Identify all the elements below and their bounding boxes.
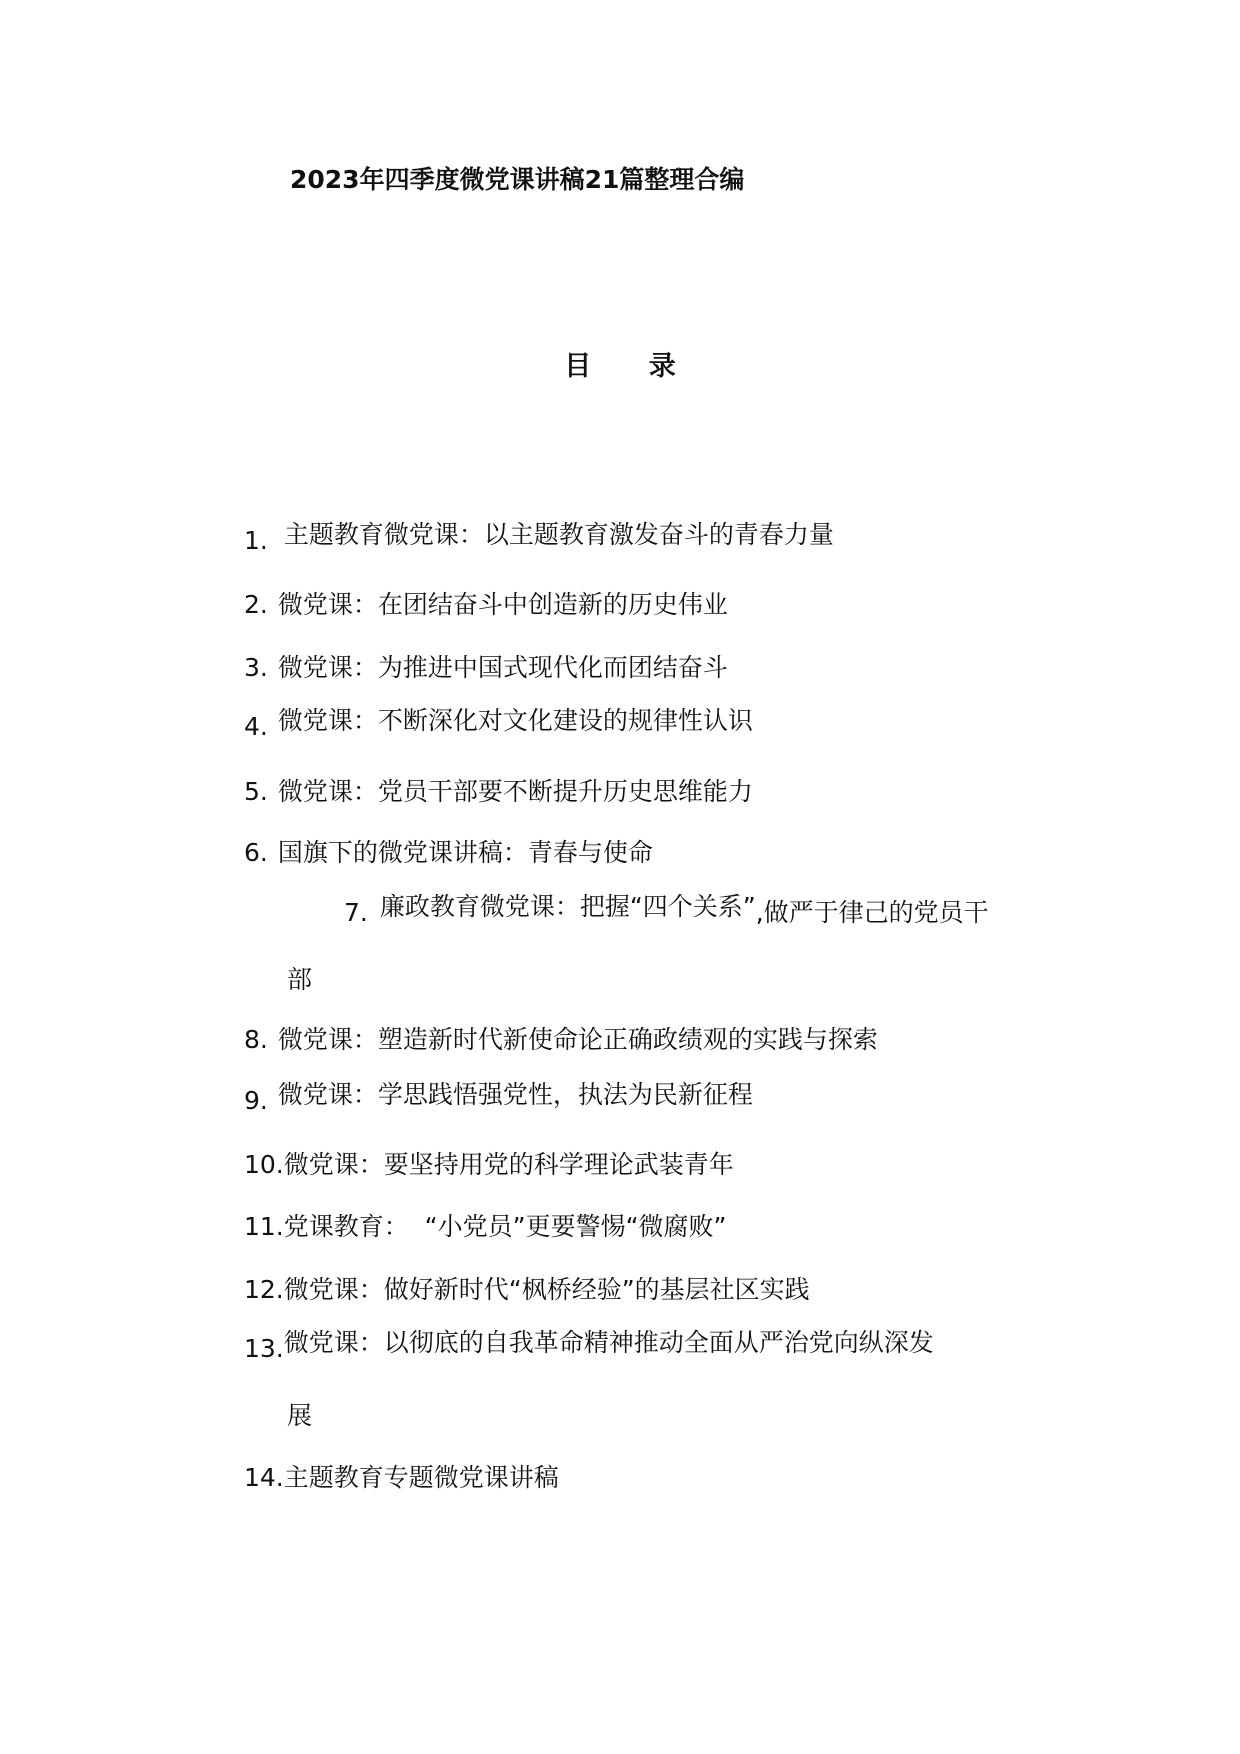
- document-title: 2023年四季度微党课讲稿21篇整理合编: [290, 165, 745, 194]
- toc-item-text: 微党课：做好新时代“枫桥经验”的基层社区实践: [283, 1275, 810, 1304]
- toc-item-number: 2.: [244, 590, 268, 619]
- toc-item-13-continuation: 展: [287, 1401, 313, 1430]
- toc-item-5: [244, 777, 753, 807]
- toc-item-text: 微党课：党员干部要不断提升历史思维能力: [277, 777, 753, 806]
- toc-item-number: 3.: [244, 653, 268, 682]
- toc-item-text: 主题教育专题微党课讲稿: [283, 1463, 559, 1492]
- toc-item-text: 国旗下的微党课讲稿：青春与使命: [277, 838, 653, 867]
- toc-item-7: [344, 892, 989, 927]
- toc-item-text: 主题教育微党课：以主题教育激发奋斗的青春力量: [283, 520, 834, 549]
- toc-item-text: 微党课：学思践悟强党性，执法为民新征程: [277, 1080, 753, 1109]
- toc-item-12: [244, 1275, 810, 1305]
- toc-item-number: 1.: [244, 526, 268, 555]
- toc-item-text: 微党课：为推进中国式现代化而团结奋斗: [277, 653, 728, 682]
- toc-item-text: 微党课：以彻底的自我革命精神推动全面从严治党向纵深发: [283, 1328, 934, 1357]
- toc-item-text: 微党课：塑造新时代新使命论正确政绩观的实践与探索: [277, 1025, 878, 1054]
- toc-item-text: 微党课：在团结奋斗中创造新的历史伟业: [277, 590, 728, 619]
- toc-item-number: 4.: [244, 712, 268, 741]
- toc-item-text: 微党课：不断深化对文化建设的规律性认识: [277, 706, 753, 735]
- toc-item-9: [244, 1080, 753, 1115]
- toc-item-14: [244, 1463, 559, 1493]
- toc-item-8: [244, 1025, 878, 1055]
- toc-item-13: [244, 1328, 934, 1363]
- toc-item-2: [244, 590, 728, 620]
- toc-item-4: [244, 706, 753, 741]
- toc-item-3: [244, 653, 728, 683]
- toc-item-number: 9.: [244, 1086, 268, 1115]
- toc-item-number: 10.: [244, 1150, 284, 1179]
- toc-item-number: 5.: [244, 777, 268, 806]
- toc-item-11: [244, 1212, 726, 1242]
- toc-item-text-tail: ,做严于律己的党员干: [755, 898, 989, 927]
- toc-item-number: 11.: [244, 1212, 284, 1241]
- toc-item-text: 廉政教育微党课：把握“四个关系”: [379, 892, 756, 921]
- toc-heading: 目 录: [564, 351, 700, 382]
- toc-item-1: [244, 520, 834, 555]
- toc-item-number: 7.: [344, 898, 368, 927]
- toc-item-number: 14.: [244, 1463, 284, 1492]
- toc-item-7-continuation: 部: [287, 965, 313, 994]
- toc-item-text: 党课教育： “小党员”更要警惕“微腐败”: [283, 1212, 727, 1241]
- toc-item-number: 13.: [244, 1334, 284, 1363]
- toc-item-number: 6.: [244, 838, 268, 867]
- toc-item-10: [244, 1150, 734, 1180]
- toc-item-number: 8.: [244, 1025, 268, 1054]
- toc-item-number: 12.: [244, 1275, 284, 1304]
- toc-item-text: 微党课：要坚持用党的科学理论武装青年: [283, 1150, 734, 1179]
- toc-item-6: [244, 838, 653, 868]
